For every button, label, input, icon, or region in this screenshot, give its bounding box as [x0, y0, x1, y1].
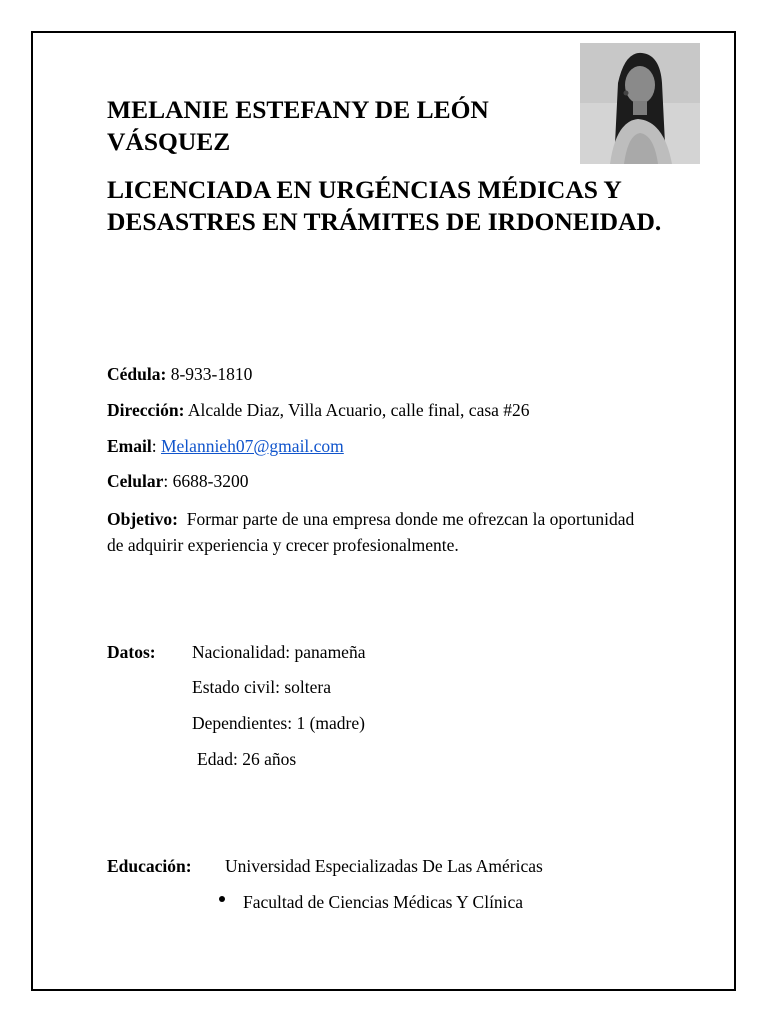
- datos-edad: Edad: 26 años: [197, 749, 297, 769]
- cedula-value: 8-933-1810: [166, 364, 253, 384]
- email-link[interactable]: Melannieh07@gmail.com: [160, 436, 344, 456]
- direccion-line: [107, 397, 530, 423]
- cedula-line: [107, 361, 252, 387]
- email-label: Email: [107, 436, 152, 456]
- datos-dependientes: Dependientes: 1 (madre): [192, 713, 365, 733]
- professional-title: LICENCIADA EN URGÉNCIAS MÉDICAS Y DESASTRES EN TRÁMITES DE IRDONEIDAD.: [107, 175, 662, 236]
- profile-photo-image: [580, 43, 700, 164]
- cedula-label: Cédula:: [107, 364, 167, 384]
- objetivo-value: Formar parte de una empresa donde me ofrezcan la oportunidad de adquirir experiencia y crecer profesionalmente.: [107, 509, 635, 555]
- datos-estado-civil: Estado civil: soltera: [192, 677, 331, 697]
- objetivo-label: Objetivo:: [107, 509, 178, 529]
- email-separator: :: [151, 436, 161, 456]
- profile-photo: [580, 43, 700, 164]
- celular-label: Celular: [107, 471, 164, 491]
- direccion-label: Dirección:: [107, 400, 185, 420]
- datos-nacionalidad: Nacionalidad: panameña: [192, 642, 366, 662]
- educacion-faculty: Facultad de Ciencias Médicas Y Clínica: [243, 892, 524, 912]
- bullet-icon: [219, 896, 225, 902]
- datos-label: Datos:: [107, 642, 156, 662]
- celular-value: : 6688-3200: [163, 471, 249, 491]
- educacion-label-line: [107, 853, 192, 879]
- direccion-value: Alcalde Diaz, Villa Acuario, calle final, casa #26: [187, 400, 530, 420]
- datos-label-line: [107, 639, 156, 665]
- educacion-label: Educación:: [107, 856, 192, 876]
- objetivo-paragraph: [107, 506, 647, 558]
- celular-line: [107, 468, 248, 494]
- candidate-name: MELANIE ESTEFANY DE LEÓN VÁSQUEZ: [107, 95, 489, 156]
- educacion-institution: Universidad Especializadas De Las Américas: [225, 856, 543, 876]
- email-line: [107, 433, 344, 459]
